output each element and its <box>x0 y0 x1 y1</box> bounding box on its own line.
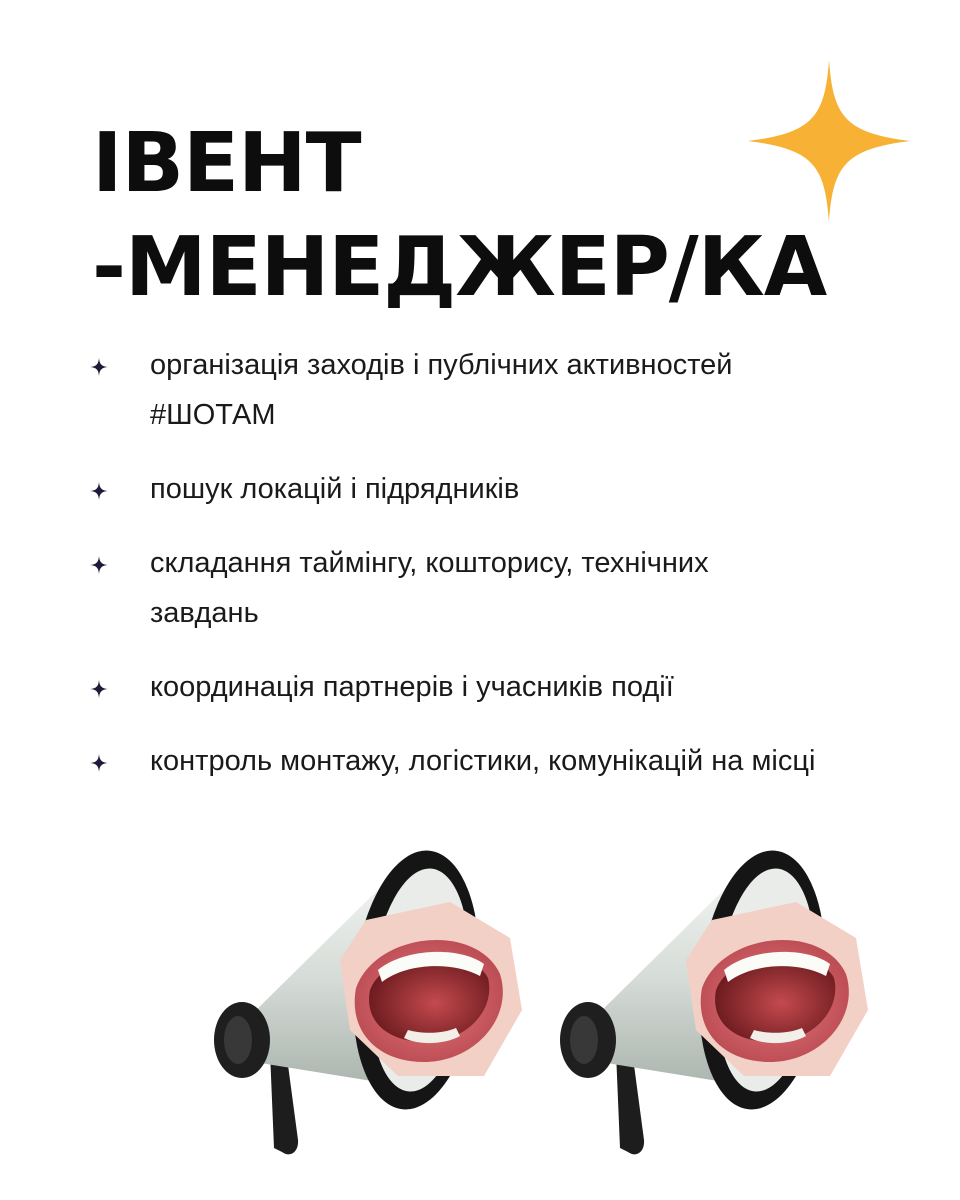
sparkle-bullet-icon <box>90 556 108 574</box>
list-item <box>88 538 928 638</box>
page-title-line-2: -МЕНЕДЖЕР/КА <box>92 220 827 315</box>
megaphone-with-mouth-icon <box>198 840 528 1170</box>
sparkle-bullet-icon <box>90 482 108 500</box>
sparkle-star-icon <box>748 60 910 222</box>
list-item-text-line-1: координація партнерів і учасників події <box>150 671 674 703</box>
list-item <box>88 340 928 440</box>
list-item-text-line-1: організація заходів і публічних активностей <box>150 349 733 381</box>
responsibilities-list <box>88 340 928 786</box>
page-title-line-1: ІВЕНТ <box>92 116 361 211</box>
list-item-text-line-2: завдань <box>150 597 259 629</box>
sparkle-bullet-icon <box>90 680 108 698</box>
sparkle-bullet-icon <box>90 358 108 376</box>
list-item <box>88 736 928 786</box>
list-item-text-line-2: #ШОТАМ <box>150 399 276 431</box>
megaphone-with-mouth-icon <box>544 840 874 1170</box>
list-item <box>88 464 928 514</box>
list-item-text-line-1: контроль монтажу, логістики, комунікацій на місці <box>150 745 816 777</box>
list-item-text-line-1: складання таймінгу, кошторису, технічних <box>150 547 709 579</box>
list-item-text-line-1: пошук локацій і підрядників <box>150 473 520 505</box>
sparkle-bullet-icon <box>90 754 108 772</box>
page-title <box>92 112 826 320</box>
list-item <box>88 662 928 712</box>
